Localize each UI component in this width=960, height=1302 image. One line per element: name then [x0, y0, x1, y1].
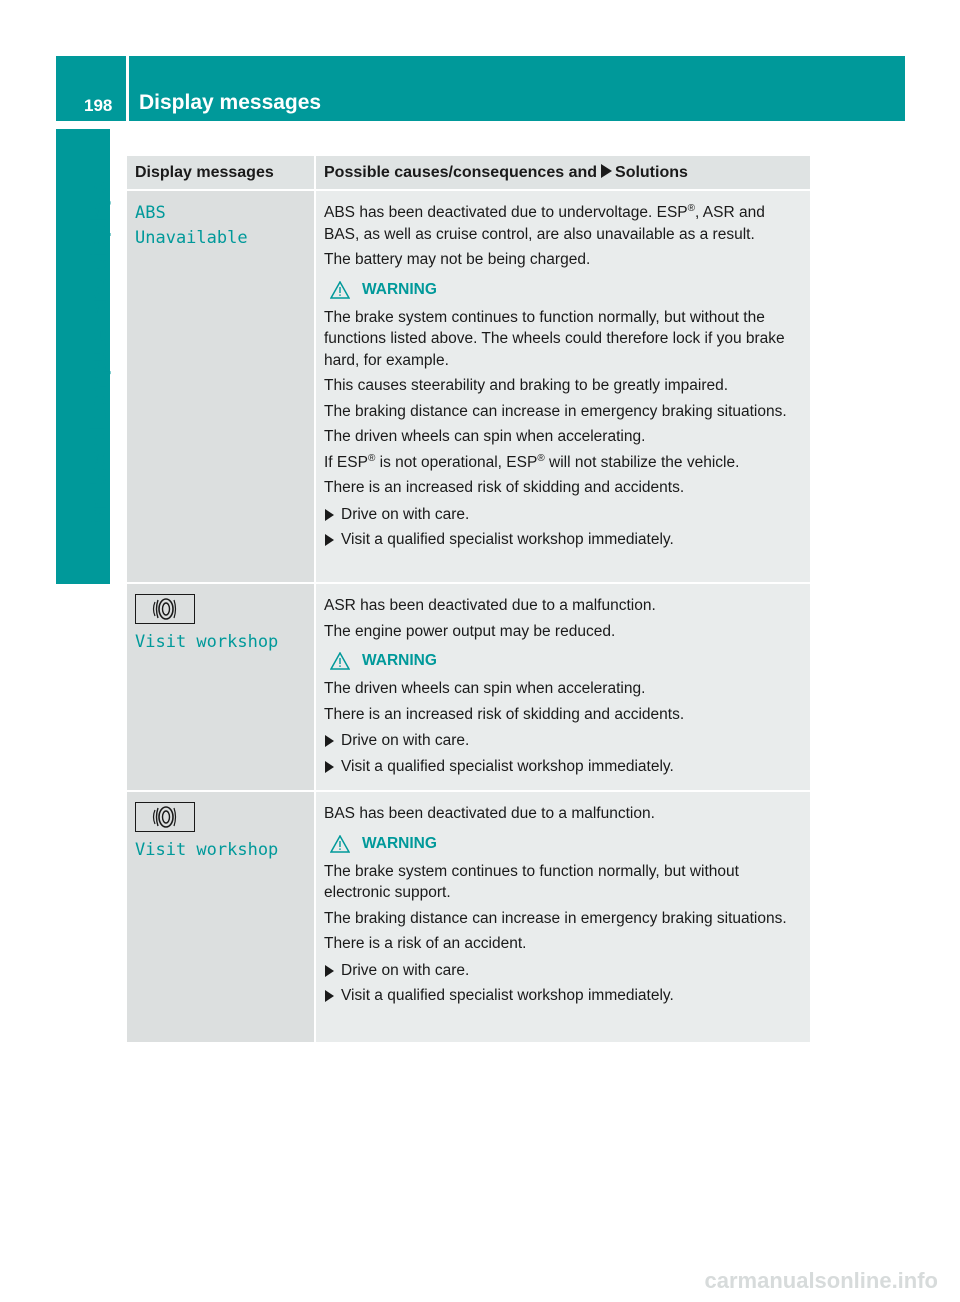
solution-text: Drive on with care.: [341, 732, 470, 749]
registered-mark: ®: [367, 452, 376, 464]
warning-label: WARNING: [362, 652, 437, 669]
solution-step: [324, 985, 802, 1011]
warning-text: [324, 452, 802, 474]
arrow-right-icon: [325, 735, 334, 747]
table-header-row: [127, 156, 810, 189]
cause-text: BAS has been deactivated due to a malfunction.: [324, 805, 655, 822]
warning-heading: [330, 652, 802, 670]
registered-mark: ®: [687, 202, 696, 214]
warning-label: WARNING: [362, 834, 437, 852]
page-title: Display messages: [139, 91, 322, 114]
message-cell: [127, 191, 314, 582]
col-header-causes-text: Possible causes/consequences and: [324, 164, 598, 181]
warning-text: The driven wheels can spin when accelerating.: [324, 428, 646, 445]
solution-step: [324, 504, 802, 530]
message-line: ABS: [135, 203, 166, 223]
message-line: Unavailable: [135, 228, 248, 248]
table-row: [127, 189, 810, 582]
col-header-messages: Display messages: [127, 156, 314, 189]
solution-text: Visit a qualified specialist workshop immediately.: [341, 757, 674, 775]
cause-text: ASR has been deactivated due to a malfunction.: [324, 597, 656, 614]
warning-text: The brake system continues to function normally, but without the functions listed above. The wheels could therefore lock if you brake hard, for example.: [324, 308, 785, 369]
solution-text: Visit a qualified specialist workshop immediately.: [341, 987, 674, 1004]
solution-text: Visit a qualified specialist workshop immediately.: [341, 531, 674, 548]
solution-step: [324, 756, 802, 782]
arrow-right-icon: [325, 761, 334, 773]
arrow-right-icon: [325, 965, 334, 977]
solution-text: Drive on with care.: [341, 961, 470, 979]
message-cell: [127, 584, 314, 790]
solution-step: [324, 960, 802, 986]
cause-text: The battery may not be being charged.: [324, 251, 591, 268]
warning-triangle-icon: [330, 281, 350, 299]
warning-text: The braking distance can increase in emergency braking situations.: [324, 402, 787, 420]
message-cell: [127, 792, 314, 1042]
warning-heading: [330, 281, 802, 299]
message-line: Visit workshop: [135, 632, 279, 652]
header-divider: [126, 56, 129, 121]
side-section-label: On-board computer and displays: [86, 181, 111, 526]
warning-label: WARNING: [362, 280, 437, 298]
warning-text: The braking distance can increase in emergency braking situations.: [324, 909, 787, 927]
causes-cell: [314, 584, 810, 790]
causes-cell: [314, 792, 810, 1042]
col-header-solutions-text: Solutions: [615, 164, 688, 181]
cause-text: [324, 202, 802, 245]
warning-text: The brake system continues to function normally, but without electronic support.: [324, 862, 739, 901]
warning-text: There is a risk of an accident.: [324, 935, 527, 952]
col-header-causes: [314, 156, 810, 189]
warning-text: This causes steerability and braking to be greatly impaired.: [324, 377, 729, 394]
warning-text: There is an increased risk of skidding and accidents.: [324, 479, 685, 496]
page-number: 198: [84, 96, 113, 115]
solution-step: [324, 529, 802, 555]
table-row: [127, 582, 810, 790]
warning-text-part: is not operational, ESP: [375, 453, 538, 471]
footer-watermark: carmanualsonline.info: [704, 1268, 938, 1293]
warning-triangle-icon: [330, 835, 350, 853]
warning-text: The driven wheels can spin when accelerating.: [324, 680, 646, 697]
warning-text: There is an increased risk of skidding and accidents.: [324, 705, 685, 723]
message-line: Visit workshop: [135, 840, 279, 860]
solution-text: Drive on with care.: [341, 505, 470, 523]
display-messages-table: [127, 156, 810, 1042]
arrow-right-icon: [325, 509, 334, 521]
table-row: [127, 790, 810, 1042]
warning-triangle-icon: [330, 652, 350, 670]
tyre-warning-icon: [135, 802, 195, 832]
cause-text-part: ABS has been deactivated due to undervoltage. ESP: [324, 204, 688, 221]
cause-text-part: , ASR and BAS, as well as cruise control, are also unavailable as a result.: [324, 204, 765, 243]
arrow-right-icon: [325, 990, 334, 1002]
warning-text-part: will not stabilize the vehicle.: [544, 453, 740, 471]
warning-text-part: If ESP: [324, 453, 368, 471]
registered-mark: ®: [537, 452, 545, 464]
cause-text: The engine power output may be reduced.: [324, 622, 616, 640]
tyre-warning-icon: [135, 594, 195, 624]
solution-step: [324, 730, 802, 756]
arrow-right-icon: [601, 164, 612, 178]
warning-heading: [330, 835, 802, 853]
causes-cell: [314, 191, 810, 582]
arrow-right-icon: [325, 534, 334, 546]
